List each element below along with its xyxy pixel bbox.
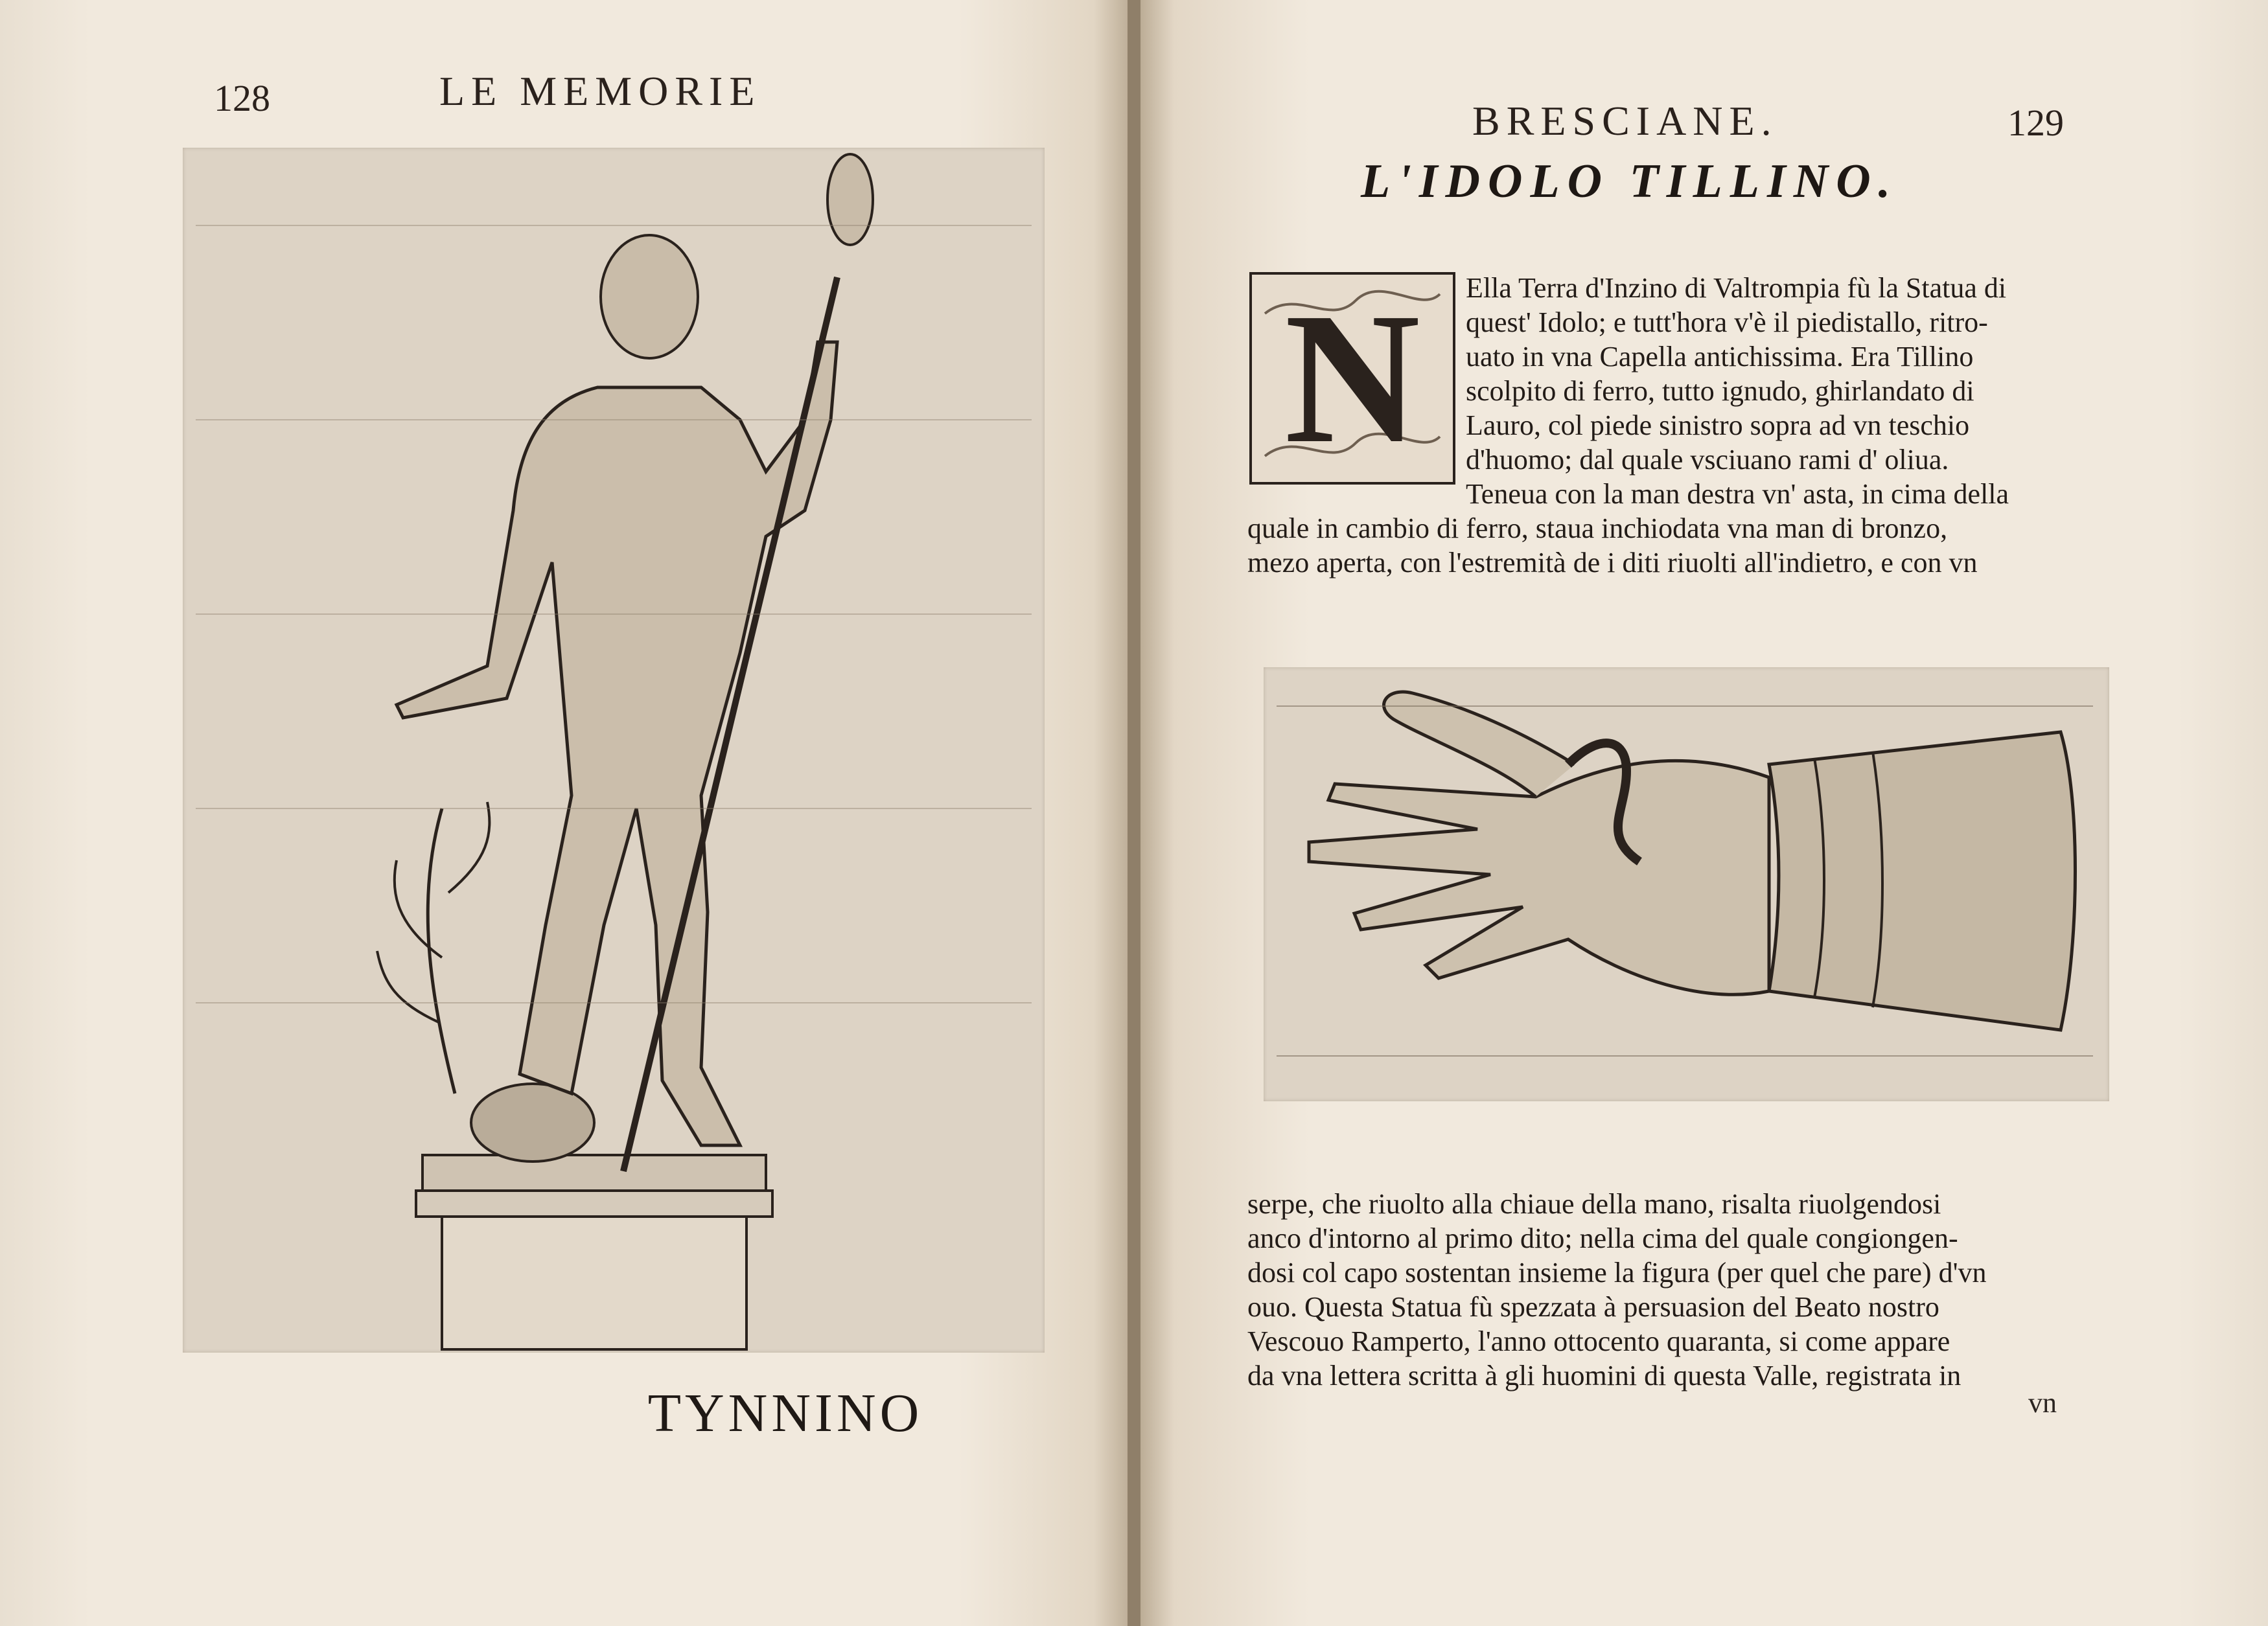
- engraving-plate-statue: [183, 148, 1045, 1443]
- catchword: vn: [2028, 1387, 2057, 1419]
- book-gutter: [1128, 0, 1140, 1626]
- running-head-right: BRESCIANE.: [1472, 98, 1778, 144]
- pedestal-inscription: TYNNINO: [647, 1383, 923, 1443]
- engraving-plate-hand: [1264, 667, 2109, 1101]
- text-line: Ella Terra d'Inzino di Valtrompia fù la Statua di: [1466, 272, 2007, 304]
- left-page: [0, 0, 1128, 1626]
- text-line: dosi col capo sostentan insieme la figura (per quel che pare) d'vn: [1247, 1257, 1987, 1288]
- bronze-hand-engraving-illustration: [1264, 667, 2109, 1101]
- text-line: scolpito di ferro, tutto ignudo, ghirlandato di: [1466, 375, 1974, 407]
- text-line: ouo. Questa Statua fù spezzata à persuasion del Beato nostro: [1247, 1291, 1939, 1323]
- text-line: quale in cambio di ferro, staua inchiodata vna man di bronzo,: [1247, 512, 1948, 544]
- text-line: uato in vna Capella antichissima. Era Tillino: [1466, 341, 1974, 372]
- text-line: Vescouo Ramperto, l'anno ottocento quaranta, si come appare: [1247, 1325, 1950, 1357]
- paragraph-2: [1247, 1187, 1987, 1393]
- initial-letter: N: [1284, 274, 1420, 482]
- text-line: quest' Idolo; e tutt'hora v'è il piedistallo, ritro-: [1466, 306, 1988, 338]
- text-line: d'huomo; dal quale vsciuano rami d' oliua.: [1466, 444, 1949, 475]
- paragraph-1-indented: [1466, 271, 2009, 511]
- paragraph-1-full: [1247, 511, 1978, 580]
- decorated-initial: [1249, 272, 1455, 485]
- text-line: Lauro, col piede sinistro sopra ad vn teschio: [1466, 409, 1970, 441]
- running-head-left: LE MEMORIE: [439, 68, 761, 114]
- text-line: Teneua con la man destra vn' asta, in cima della: [1466, 478, 2009, 510]
- chapter-title: L'IDOLO TILLINO.: [1361, 155, 1899, 208]
- text-line: mezo aperta, con l'estremità de i diti riuolti all'indietro, e con vn: [1247, 547, 1978, 578]
- text-line: anco d'intorno al primo dito; nella cima del quale congiongen-: [1247, 1222, 1958, 1254]
- statue-engraving-illustration: [183, 148, 1045, 1353]
- page-number-right: 129: [2008, 102, 2064, 144]
- text-line: serpe, che riuolto alla chiaue della mano, risalta riuolgendosi: [1247, 1188, 1941, 1220]
- page-number-left: 128: [214, 77, 270, 119]
- text-line: da vna lettera scritta à gli huomini di questa Valle, registrata in: [1247, 1360, 1961, 1391]
